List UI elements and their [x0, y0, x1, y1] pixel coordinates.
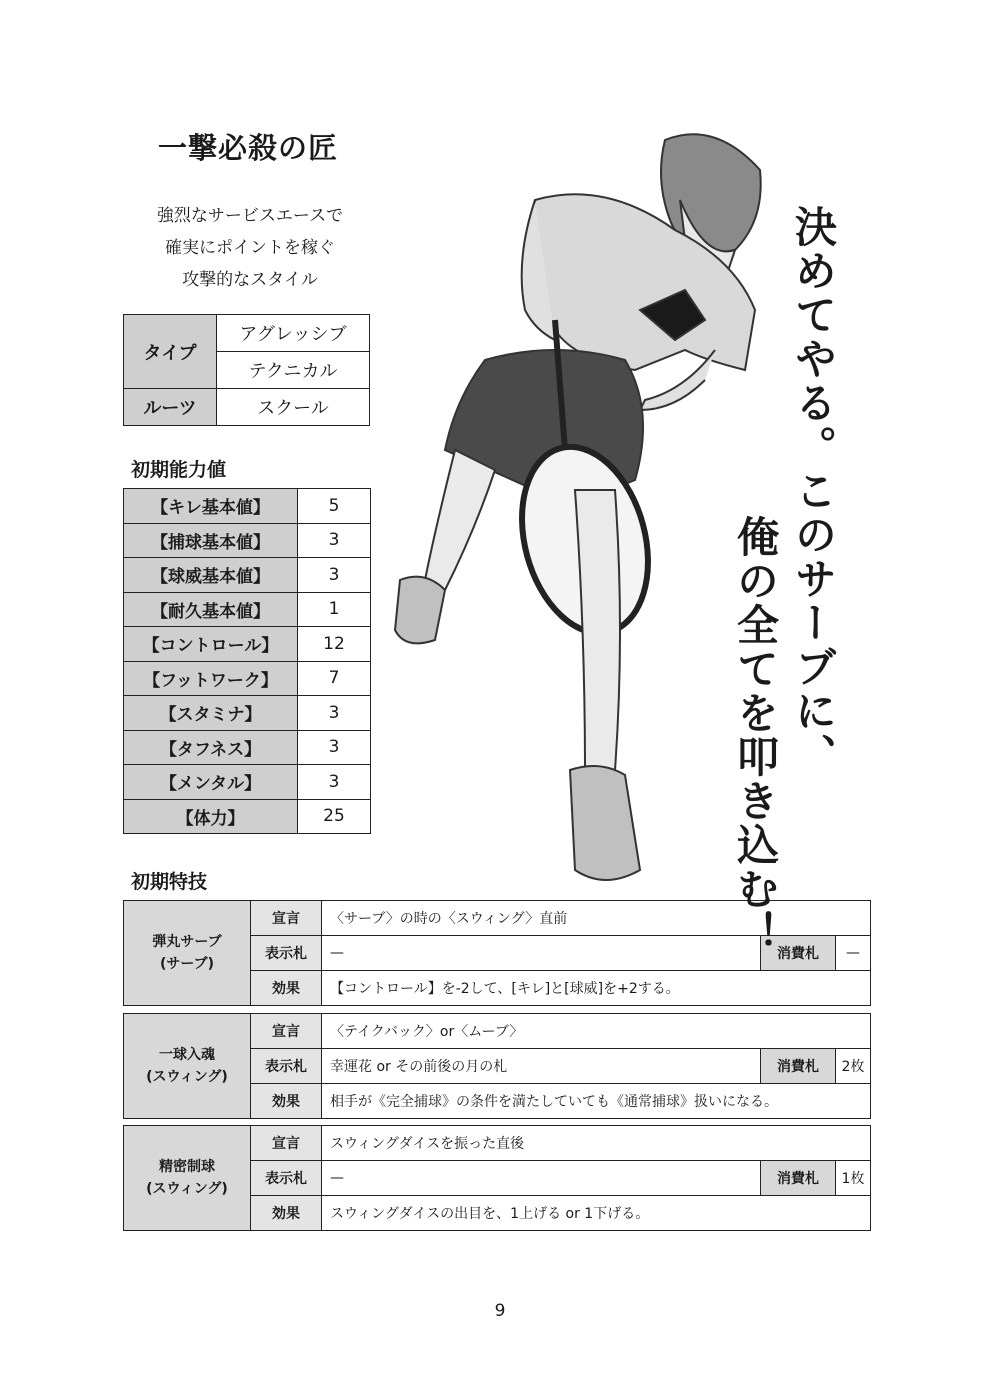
page-number: 9 — [494, 1301, 506, 1321]
stat-value: 1 — [298, 592, 371, 627]
stats-table — [123, 488, 371, 834]
stat-label: 【耐久基本値】 — [124, 592, 298, 627]
stat-row — [124, 730, 371, 765]
skill-name-cell — [124, 1014, 251, 1119]
stat-row — [124, 627, 371, 662]
effect-label: 効果 — [251, 971, 322, 1006]
tagline-vertical-1: 決めてやる。このサーブに、 — [789, 205, 838, 777]
roots-label: ルーツ — [124, 389, 217, 426]
stat-value: 3 — [298, 765, 371, 800]
page-title: 一撃必殺の匠 — [158, 131, 339, 165]
stat-value: 7 — [298, 661, 371, 696]
stat-row — [124, 799, 371, 834]
stat-value: 5 — [298, 489, 371, 524]
stat-label: 【捕球基本値】 — [124, 523, 298, 558]
skill-type: (サーブ) — [159, 956, 215, 972]
stats-heading: 初期能力値 — [131, 459, 227, 481]
stat-value: 25 — [298, 799, 371, 834]
display-label: 表示札 — [251, 1161, 322, 1196]
declare-text: 〈サーブ〉の時の〈スウィング〉直前 — [322, 901, 871, 936]
skill-name-cell — [124, 901, 251, 1006]
skill-table — [123, 1013, 871, 1119]
stat-value: 3 — [298, 523, 371, 558]
stat-row — [124, 661, 371, 696]
stat-value: 3 — [298, 730, 371, 765]
description-line: 強烈なサービスエースで — [156, 206, 344, 226]
declare-text: 〈テイクバック〉or〈ムーブ〉 — [322, 1014, 871, 1049]
cost-value: 1枚 — [836, 1161, 871, 1196]
stat-row — [124, 592, 371, 627]
tagline-vertical-2: 俺の全てを叩き込む！ — [731, 515, 780, 955]
stat-label: 【フットワーク】 — [124, 661, 298, 696]
skill-name: 一球入魂 — [159, 1047, 215, 1063]
description-line: 攻撃的なスタイル — [182, 270, 318, 290]
display-text: 幸運花 or その前後の月の札 — [322, 1049, 761, 1084]
stat-value: 3 — [298, 558, 371, 593]
stat-row — [124, 489, 371, 524]
effect-label: 効果 — [251, 1084, 322, 1119]
cost-value: 2枚 — [836, 1049, 871, 1084]
display-label: 表示札 — [251, 936, 322, 971]
display-text: — — [322, 1161, 761, 1196]
skills-heading: 初期特技 — [131, 871, 208, 893]
cost-label: 消費札 — [761, 1161, 836, 1196]
skill-type: (スウィング) — [146, 1181, 228, 1197]
roots-value: スクール — [217, 389, 370, 426]
stat-row — [124, 765, 371, 800]
cost-label: 消費札 — [761, 1049, 836, 1084]
declare-label: 宣言 — [251, 1014, 322, 1049]
stat-label: 【タフネス】 — [124, 730, 298, 765]
cost-value: — — [836, 936, 871, 971]
type-label: タイプ — [124, 315, 217, 389]
type-table — [123, 314, 370, 426]
tennis-player-illustration — [385, 110, 785, 900]
effect-text: スウィングダイスの出目を、1上げる or 1下げる。 — [322, 1196, 871, 1231]
skill-name-cell — [124, 1126, 251, 1231]
skill-table — [123, 1125, 871, 1231]
stat-label: 【コントロール】 — [124, 627, 298, 662]
display-label: 表示札 — [251, 1049, 322, 1084]
effect-text: 相手が《完全捕球》の条件を満たしていても《通常捕球》扱いになる。 — [322, 1084, 871, 1119]
stat-value: 3 — [298, 696, 371, 731]
skill-name: 弾丸サーブ — [152, 934, 222, 950]
display-text: — — [322, 936, 761, 971]
stat-label: 【体力】 — [124, 799, 298, 834]
type-value: アグレッシブ — [217, 315, 370, 352]
stat-row — [124, 696, 371, 731]
skill-name: 精密制球 — [159, 1159, 215, 1175]
stat-row — [124, 523, 371, 558]
stat-label: 【メンタル】 — [124, 765, 298, 800]
description-line: 確実にポイントを稼ぐ — [165, 238, 335, 258]
type-value: テクニカル — [217, 352, 370, 389]
stat-label: 【スタミナ】 — [124, 696, 298, 731]
stat-value: 12 — [298, 627, 371, 662]
stat-label: 【球威基本値】 — [124, 558, 298, 593]
declare-label: 宣言 — [251, 1126, 322, 1161]
effect-text: 【コントロール】を-2して、[キレ]と[球威]を+2する。 — [322, 971, 871, 1006]
stat-label: 【キレ基本値】 — [124, 489, 298, 524]
style-description — [120, 200, 380, 296]
declare-text: スウィングダイスを振った直後 — [322, 1126, 871, 1161]
declare-label: 宣言 — [251, 901, 322, 936]
cost-label: 消費札 — [761, 936, 836, 971]
effect-label: 効果 — [251, 1196, 322, 1231]
stat-row — [124, 558, 371, 593]
skill-type: (スウィング) — [146, 1069, 228, 1085]
